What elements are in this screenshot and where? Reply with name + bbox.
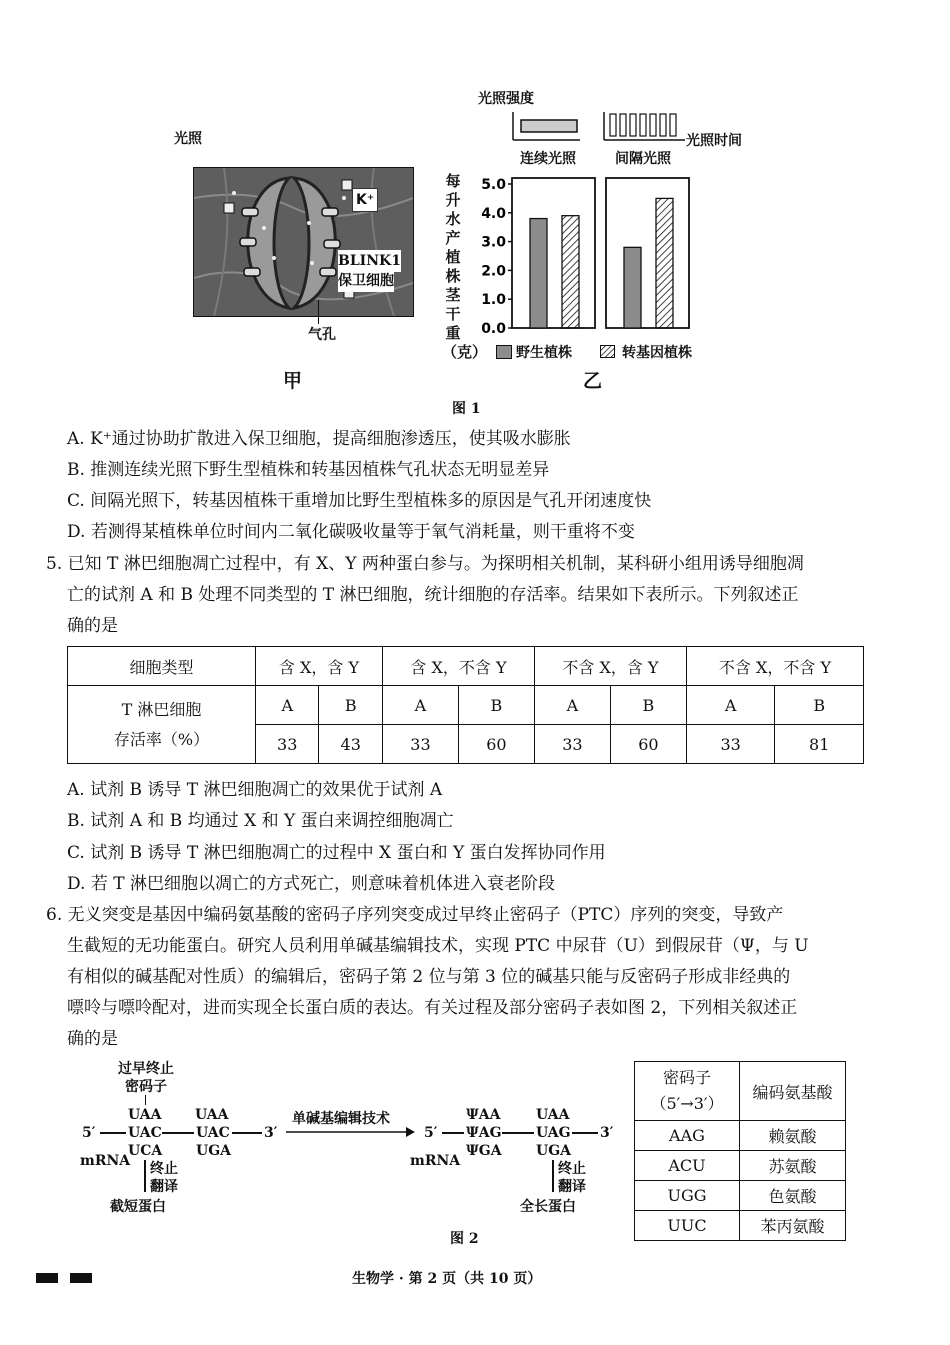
left-codon-bot-1: UCA — [128, 1143, 163, 1159]
panel-yi-label: 乙 — [583, 370, 603, 392]
table-cell-reagent: B — [775, 686, 864, 725]
q4-option-c: C. 间隔光照下，转基因植株干重增加比野生型植株多的原因是气孔开闭速度快 — [67, 491, 652, 511]
left-stop-arrow — [144, 1160, 146, 1192]
table-row-label — [68, 686, 256, 764]
footer-mark — [36, 1273, 58, 1283]
bar-transgenic-continuous — [562, 216, 579, 328]
table-cell-reagent: A — [534, 686, 610, 725]
table-cell-reagent: A — [686, 686, 775, 725]
guard-cell-micrograph — [193, 167, 414, 317]
technique-arrow-icon — [286, 1126, 416, 1138]
light-label: 光照 — [174, 131, 202, 147]
truncated-protein-label: 截短蛋白 — [110, 1199, 166, 1215]
q5-stem-line3: 确的是 — [67, 616, 118, 636]
dry-weight-bar-chart — [470, 170, 710, 340]
q5-option-d: D. 若 T 淋巴细胞以凋亡的方式死亡，则意味着机体进入衰老阶段 — [67, 874, 555, 894]
left-codon-top-1: UAA — [128, 1107, 162, 1123]
q5-stem-line2: 亡的试剂 A 和 B 处理不同类型的 T 淋巴细胞，统计细胞的存活率。结果如下表所示。下列叙述正 — [67, 585, 799, 605]
right-three-prime: 3′ — [600, 1125, 614, 1141]
bar-transgenic-interval — [656, 198, 673, 328]
legend-transgenic: 转基因植株 — [622, 345, 692, 361]
light-time-label: 光照时间 — [686, 133, 742, 149]
left-codon-bot-2: UGA — [196, 1143, 232, 1159]
figure2-caption: 图 2 — [450, 1231, 479, 1247]
right-codon-bot-2: UGA — [536, 1143, 572, 1159]
stoma-pointer — [318, 300, 319, 324]
y-tick-label: 5.0 — [481, 177, 506, 193]
ptc-label-2: 密码子 — [125, 1079, 167, 1095]
q6-stem-line5: 确的是 — [67, 1029, 118, 1049]
bar-wild-interval — [624, 247, 641, 328]
q4-option-b: B. 推测连续光照下野生型植株和转基因植株气孔状态无明显差异 — [67, 460, 550, 480]
table-cell-rate: 33 — [534, 725, 610, 764]
q4-option-a: A. K⁺通过协助扩散进入保卫细胞，提高细胞渗透压，使其吸水膨胀 — [67, 429, 571, 449]
ptc-label-1: 过早终止 — [118, 1061, 174, 1077]
q6-stem-line1: 6. 无义突变是基因中编码氨基酸的密码子序列突变成过早终止密码子（PTC）序列的突变，导致产 — [46, 905, 784, 925]
figure1-caption: 图 1 — [452, 401, 481, 417]
table-cell-reagent: A — [256, 686, 319, 725]
q4-option-d: D. 若测得某植株单位时间内二氧化碳吸收量等于氧气消耗量，则干重将不变 — [67, 522, 635, 542]
left-mrna-line — [162, 1132, 194, 1134]
row-label-rate: 存活率（%） — [113, 729, 210, 749]
table-header-cell-type: 细胞类型 — [68, 647, 256, 686]
right-mrna-label: mRNA — [410, 1153, 461, 1169]
technique-label: 单碱基编辑技术 — [292, 1111, 390, 1127]
codon-header-direction: （5′→3′） — [650, 1094, 724, 1113]
codon-cell: UGG — [635, 1181, 740, 1211]
legend-wild: 野生植株 — [516, 345, 572, 361]
codon-header-label: 密码子 — [662, 1068, 711, 1087]
q6-stem-line2: 生截短的无功能蛋白。研究人员利用单碱基编辑技术，实现 PTC 中尿苷（U）到假尿苷（Ψ，与 U — [67, 936, 809, 956]
left-three-prime: 3′ — [264, 1125, 278, 1141]
q5-survival-table — [67, 646, 864, 764]
group-panel-frame — [606, 178, 689, 328]
right-five-prime: 5′ — [424, 1125, 438, 1141]
right-stop-arrow — [552, 1160, 554, 1192]
codon-cell: UUC — [635, 1211, 740, 1241]
amino-acid-cell: 赖氨酸 — [740, 1121, 846, 1151]
table-cell-rate: 60 — [610, 725, 686, 764]
codon-header — [635, 1062, 740, 1121]
right-codon-top-1: ΨAA — [466, 1107, 501, 1123]
left-codon-top-2: UAA — [195, 1107, 229, 1123]
guard-cell-label: 保卫细胞 — [338, 270, 394, 292]
table-header-type: 不含 X，含 Y — [534, 647, 686, 686]
amino-acid-cell: 苏氨酸 — [740, 1151, 846, 1181]
table-cell-reagent: A — [382, 686, 458, 725]
light-intensity-label: 光照强度 — [478, 91, 534, 107]
y-tick-label: 1.0 — [481, 292, 506, 309]
q5-stem-line1: 5. 已知 T 淋巴细胞凋亡过程中，有 X、Y 两种蛋白参与。为探明相关机制，某科研小组用诱导细胞凋 — [46, 554, 804, 574]
k-ion-label: K⁺ — [352, 188, 378, 212]
codon-cell: ACU — [635, 1151, 740, 1181]
table-cell-reagent: B — [458, 686, 534, 725]
right-mrna-line — [502, 1132, 534, 1134]
interval-light-label: 间隔光照 — [615, 151, 671, 167]
table-header-type: 含 X，不含 Y — [382, 647, 534, 686]
y-tick-label: 0.0 — [481, 321, 506, 337]
row-label-cell: T 淋巴细胞 — [121, 699, 202, 719]
table-cell-rate: 33 — [256, 725, 319, 764]
guard-cell-diagram — [194, 168, 413, 316]
right-mrna-line — [572, 1132, 598, 1134]
table-cell-reagent: B — [319, 686, 382, 725]
left-stop-label-2: 翻译 — [150, 1179, 178, 1195]
q6-stem-line3: 有相似的碱基配对性质）的编辑后，密码子第 2 位与第 3 位的碱基只能与反密码子形成非经典的 — [67, 967, 791, 987]
y-tick-label: 3.0 — [481, 234, 506, 251]
table-cell-rate: 33 — [686, 725, 775, 764]
table-cell-reagent: B — [610, 686, 686, 725]
left-mrna-label: mRNA — [80, 1153, 131, 1169]
q5-option-a: A. 试剂 B 诱导 T 淋巴细胞凋亡的效果优于试剂 A — [67, 780, 443, 800]
group-panel-frame — [512, 178, 595, 328]
right-mrna-line — [442, 1132, 464, 1134]
right-stop-label-1: 终止 — [558, 1161, 586, 1177]
q6-stem-line4: 嘌呤与嘌呤配对，进而实现全长蛋白质的表达。有关过程及部分密码子表如图 2，下列相关叙述正 — [67, 998, 798, 1018]
table-cell-rate: 33 — [382, 725, 458, 764]
right-stop-label-2: 翻译 — [558, 1179, 586, 1195]
amino-acid-cell: 色氨酸 — [740, 1181, 846, 1211]
table-cell-rate: 60 — [458, 725, 534, 764]
right-codon-mid-1: ΨAG — [466, 1125, 502, 1141]
bar-wild-continuous — [530, 219, 547, 328]
legend-swatch-wild — [496, 345, 512, 359]
right-codon-top-2: UAA — [536, 1107, 570, 1123]
table-header-type: 含 X，含 Y — [256, 647, 383, 686]
left-stop-label-1: 终止 — [150, 1161, 178, 1177]
amino-acid-cell: 苯丙氨酸 — [740, 1211, 846, 1241]
light-regime-schematic — [500, 104, 690, 144]
left-codon-mid-1: UAC — [128, 1125, 162, 1141]
chart-ylabel: 每升水产植株茎干重（克） — [442, 172, 488, 361]
page-footer: 生物学 · 第 2 页（共 10 页） — [352, 1271, 542, 1287]
left-mrna-line — [100, 1132, 126, 1134]
amino-acid-header: 编码氨基酸 — [740, 1062, 846, 1121]
left-codon-mid-2: UAC — [196, 1125, 230, 1141]
y-tick-label: 2.0 — [481, 263, 506, 280]
q5-option-c: C. 试剂 B 诱导 T 淋巴细胞凋亡的过程中 X 蛋白和 Y 蛋白发挥协同作用 — [67, 843, 606, 863]
right-codon-mid-2: UAG — [536, 1125, 571, 1141]
legend-swatch-transgenic — [600, 345, 616, 359]
y-tick-label: 4.0 — [481, 205, 506, 222]
table-header-type: 不含 X，不含 Y — [686, 647, 863, 686]
table-cell-rate: 81 — [775, 725, 864, 764]
stoma-label: 气孔 — [308, 327, 336, 343]
panel-jia-label: 甲 — [283, 370, 303, 392]
table-cell-rate: 43 — [319, 725, 382, 764]
q5-option-b: B. 试剂 A 和 B 均通过 X 和 Y 蛋白来调控细胞凋亡 — [67, 811, 454, 831]
right-codon-bot-1: ΨGA — [466, 1143, 502, 1159]
left-five-prime: 5′ — [82, 1125, 96, 1141]
full-protein-label: 全长蛋白 — [520, 1199, 576, 1215]
footer-mark — [70, 1273, 92, 1283]
blink1-label: BLINK1 — [338, 250, 401, 272]
codon-cell: AAG — [635, 1121, 740, 1151]
left-mrna-line — [232, 1132, 262, 1134]
continuous-light-label: 连续光照 — [520, 151, 576, 167]
codon-table — [634, 1061, 846, 1241]
